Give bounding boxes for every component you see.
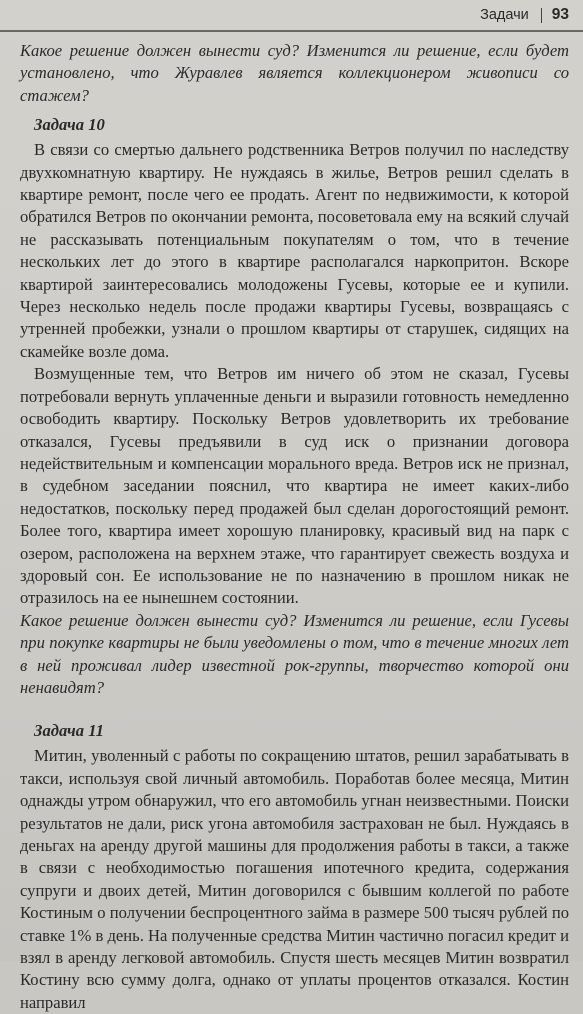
task-11-paragraph-1: Митин, уволенный с работы по сокращению штатов, решил зарабатывать в такси, используя свой личный автомобиль. Поработав более месяца, Митин однажды утром обнаружил, что его автомобиль угнан неизвестными. Поиски результатов не дали, риск угона автомобиля застрахован не был. Нуждаясь в деньгах на аренду другой машины для продолжения работы в такси, а также в связи с необходимостью погашения ипотечного кредита, содержания супруги и двоих детей, Митин договорился с бывшим коллегой по работе Костиным о получении беспроцентного займа в размере 500 тысяч рублей по ставке 1% в день. На полученные средства Митин частично погасил кредит и взял в аренду легковой автомобиль. Спустя шесть месяцев Митин возвратил Костину всю сумму долга, однако от уплаты процентов отказался. Костин направил bbox=[20, 746, 569, 1012]
task-10-question: Какое решение должен вынести суд? Изменится ли решение, если Гусевы при покупке квартиры не были уведомлены о том, что в течение многих лет в ней проживал лидер известной рок-группы, творчество которой они ненавидят? bbox=[20, 610, 569, 697]
task-10-paragraph-1: В связи со смертью дальнего родственника Ветров получил по наследству двухкомнатную квартиру. Не нуждаясь в жилье, Ветров решил сделать в квартире ремонт, после чего ее продать. Агент по недвижимости, к которой обратился Ветров по окончании ремонта, посоветовала ему на всякий случай не рассказывать потенциальным покупателям о том, что в течение нескольких лет до этого в квартире располагался наркопритон. Вскоре квартирой заинтересовались молодожены Гусевы, которые ее и купили. Через несколько недель после продажи квартиры Гусевы, возвращаясь с утренней пробежки, узнали о прошлом квартиры от старушек, сидящих на скамейке возле дома. bbox=[20, 140, 569, 361]
task-10-heading: Задача 10 bbox=[34, 115, 105, 135]
header-separator bbox=[541, 8, 542, 23]
page-content bbox=[20, 40, 569, 1014]
page-number: 93 bbox=[551, 6, 569, 23]
running-header bbox=[480, 0, 569, 30]
section-title: Задачи bbox=[480, 7, 529, 23]
task-9-question: Какое решение должен вынести суд? Изменится ли решение, если будет установлено, что Журавлев является коллекционером живописи со стажем? bbox=[20, 41, 569, 105]
spacer bbox=[20, 699, 569, 713]
task-11-heading: Задача 11 bbox=[34, 721, 104, 741]
header-rule bbox=[0, 30, 583, 32]
task-10-paragraph-2: Возмущенные тем, что Ветров им ничего об этом не сказал, Гусевы потребовали вернуть уплаченные деньги и выразили готовность немедленно освободить квартиру. Поскольку Ветров удовлетворить их требование отказался, Гусевы предъявили в суд иск о признании договора недействительным и компенсации морального вреда. Ветров иск не признал, в судебном заседании пояснил, что квартира не имеет каких-либо недостатков, поскольку перед продажей был сделан дорогостоящий ремонт. Более того, квартира имеет хорошую планировку, красивый вид на парк с озером, расположена на верхнем этаже, что гарантирует свежесть воздуха и здоровый сон. Ее использование не по назначению в прошлом никак не отразилось на ее нынешнем состоянии. bbox=[20, 364, 569, 608]
